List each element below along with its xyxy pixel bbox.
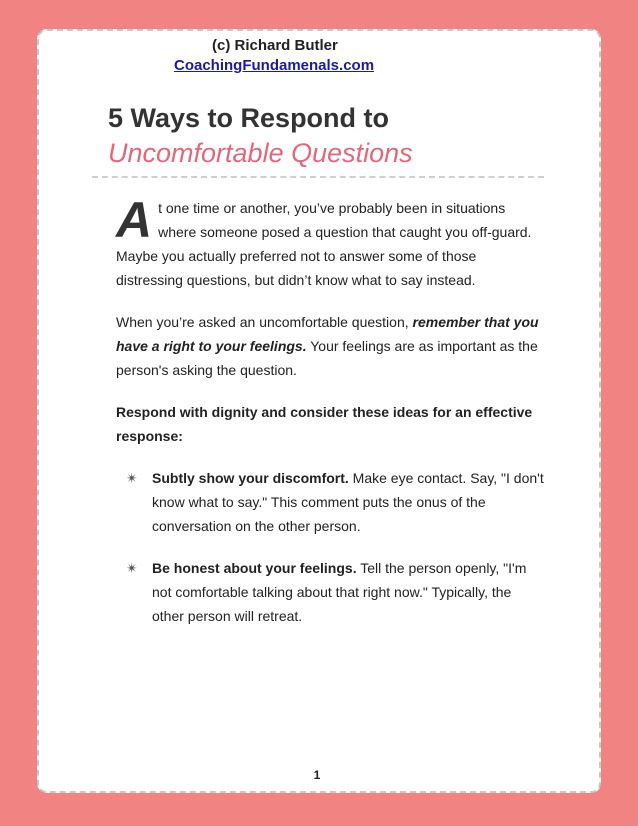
idea-text: Tell the person openly, "I'm not comfortable talking about that right now." Typically, the other person will retreat. (152, 560, 527, 624)
page-number: 1 (313, 768, 321, 782)
page-sheet (37, 29, 601, 793)
rights-text-before: When you’re asked an uncomfortable question, (116, 314, 413, 330)
rights-text-after: Your feelings are as important as the person's asking the question. (116, 338, 538, 378)
drop-cap: A (116, 192, 153, 248)
list-item (122, 556, 544, 628)
author-credit: (c) Richard Butler (212, 37, 338, 54)
page-subtitle: Uncomfortable Questions (108, 138, 413, 168)
idea-text: Make eye contact. Say, "I don't know what to say." This comment puts the onus of the conversation on the other person. (152, 470, 544, 534)
ideas-list (116, 466, 544, 628)
page-title: 5 Ways to Respond to (108, 103, 390, 133)
star-bullet-icon: ✴ (126, 560, 138, 576)
intro-paragraph (116, 192, 544, 292)
rights-paragraph (116, 310, 544, 382)
intro-text: t one time or another, you’ve probably been in situations where someone posed a question that caught you off-guard. Maybe you actually preferred not to answer some of those distressing questions, but didn’t know what to say instead. (116, 200, 532, 288)
article-body (116, 192, 544, 646)
star-bullet-icon: ✴ (126, 470, 138, 486)
site-link[interactable]: CoachingFundamenals.com (174, 57, 375, 74)
list-item (122, 466, 544, 538)
title-divider (92, 176, 544, 178)
ideas-intro: Respond with dignity and consider these ideas for an effective response: (116, 404, 533, 444)
idea-heading: Subtly show your discomfort. (152, 470, 349, 486)
rights-emphasis: remember that you have a right to your feelings. (116, 314, 539, 354)
idea-heading: Be honest about your feelings. (152, 560, 357, 576)
